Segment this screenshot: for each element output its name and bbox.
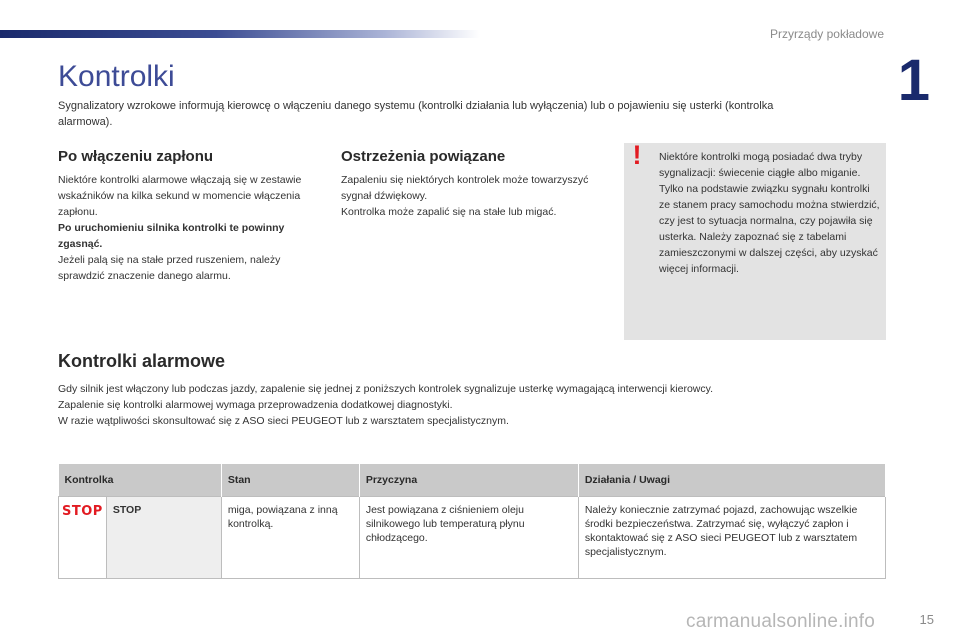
table-row bbox=[59, 496, 886, 578]
warnings-text-2: Kontrolka może zapalić się na stałe lub migać. bbox=[341, 206, 557, 218]
stop-icon-cell bbox=[59, 496, 107, 578]
ignition-text bbox=[58, 172, 308, 284]
warning-lights-table bbox=[58, 464, 886, 579]
light-reason-cell: Jest powiązana z ciśnieniem oleju silnikowego lub temperaturą płynu chłodzącego. bbox=[359, 496, 578, 578]
warnings-heading: Ostrzeżenia powiązane bbox=[341, 148, 506, 165]
note-text: Niektóre kontrolki mogą posiadać dwa tryby sygnalizacji: świecenie ciągłe albo miganie. Tylko na podstawie związku sygnału kontrolki ze stanem pracy samochodu można stwierdzić, czy jest to sytuacja normalna, czy pojawiła się usterka. Należy zapoznać się z tabelami zamieszczonymi w dalszej części, aby uzyskać więcej informacji. bbox=[659, 151, 880, 275]
chapter-number: 1 bbox=[897, 48, 930, 113]
intro-paragraph: Sygnalizatory wzrokowe informują kierowcę o włączeniu danego systemu (kontrolki działania lub wyłączenia) lub o pojawieniu się usterki (kontrolka alarmowa). bbox=[58, 100, 774, 128]
header-kontrolka: Kontrolka bbox=[59, 464, 222, 496]
warnings-text bbox=[341, 172, 605, 220]
alarm-line-3: W razie wątpliwości skonsultować się z ASO sieci PEUGEOT lub z warsztatem specjalistycznym. bbox=[58, 415, 509, 427]
ignition-heading: Po włączeniu zapłonu bbox=[58, 148, 214, 165]
ignition-text-1: Niektóre kontrolki alarmowe włączają się w zestawie wskaźników na kilka sekund w momencie włączenia zapłonu. bbox=[58, 174, 302, 218]
ignition-text-bold: Po uruchomieniu silnika kontrolki te powinny zgasnąć. bbox=[58, 222, 285, 250]
light-action-cell: Należy koniecznie zatrzymać pojazd, zachowując wszelkie środki bezpieczeństwa. Zatrzymać się, wyłączyć zapłon i skontaktować się z ASO sieci PEUGEOT lub z warsztatem specjalistycznym. bbox=[578, 496, 885, 578]
alarm-line-2: Zapalenie się kontrolki alarmowej wymaga przeprowadzenia dodatkowej diagnostyki. bbox=[58, 399, 453, 411]
ignition-text-2: Jeżeli palą się na stałe przed ruszeniem, należy sprawdzić znaczenie danego alarmu. bbox=[58, 254, 281, 282]
section-name: Przyrządy pokładowe bbox=[769, 27, 884, 41]
stop-icon: STOP bbox=[62, 503, 103, 519]
light-state-cell: miga, powiązana z inną kontrolką. bbox=[221, 496, 359, 578]
header-dzialania: Działania / Uwagi bbox=[578, 464, 885, 496]
header-gradient-bar bbox=[0, 30, 480, 38]
warnings-text-1: Zapaleniu się niektórych kontrolek może towarzyszyć sygnał dźwiękowy. bbox=[341, 174, 589, 202]
alarm-line-1: Gdy silnik jest włączony lub podczas jazdy, zapalenie się jednej z poniższych kontrolek sygnalizuje usterkę wymagającą interwencji kierowcy. bbox=[58, 383, 713, 395]
page-number: 15 bbox=[919, 612, 934, 627]
header-stan: Stan bbox=[221, 464, 359, 496]
page-title: Kontrolki bbox=[58, 60, 175, 93]
header-przyczyna: Przyczyna bbox=[359, 464, 578, 496]
alarm-section-text bbox=[58, 381, 858, 429]
exclamation-icon: ! bbox=[632, 140, 642, 170]
light-name-cell: STOP bbox=[106, 496, 221, 578]
table-header-row bbox=[59, 464, 886, 496]
watermark: carmanualsonline.info bbox=[686, 611, 876, 632]
alarm-section-heading: Kontrolki alarmowe bbox=[58, 351, 226, 371]
